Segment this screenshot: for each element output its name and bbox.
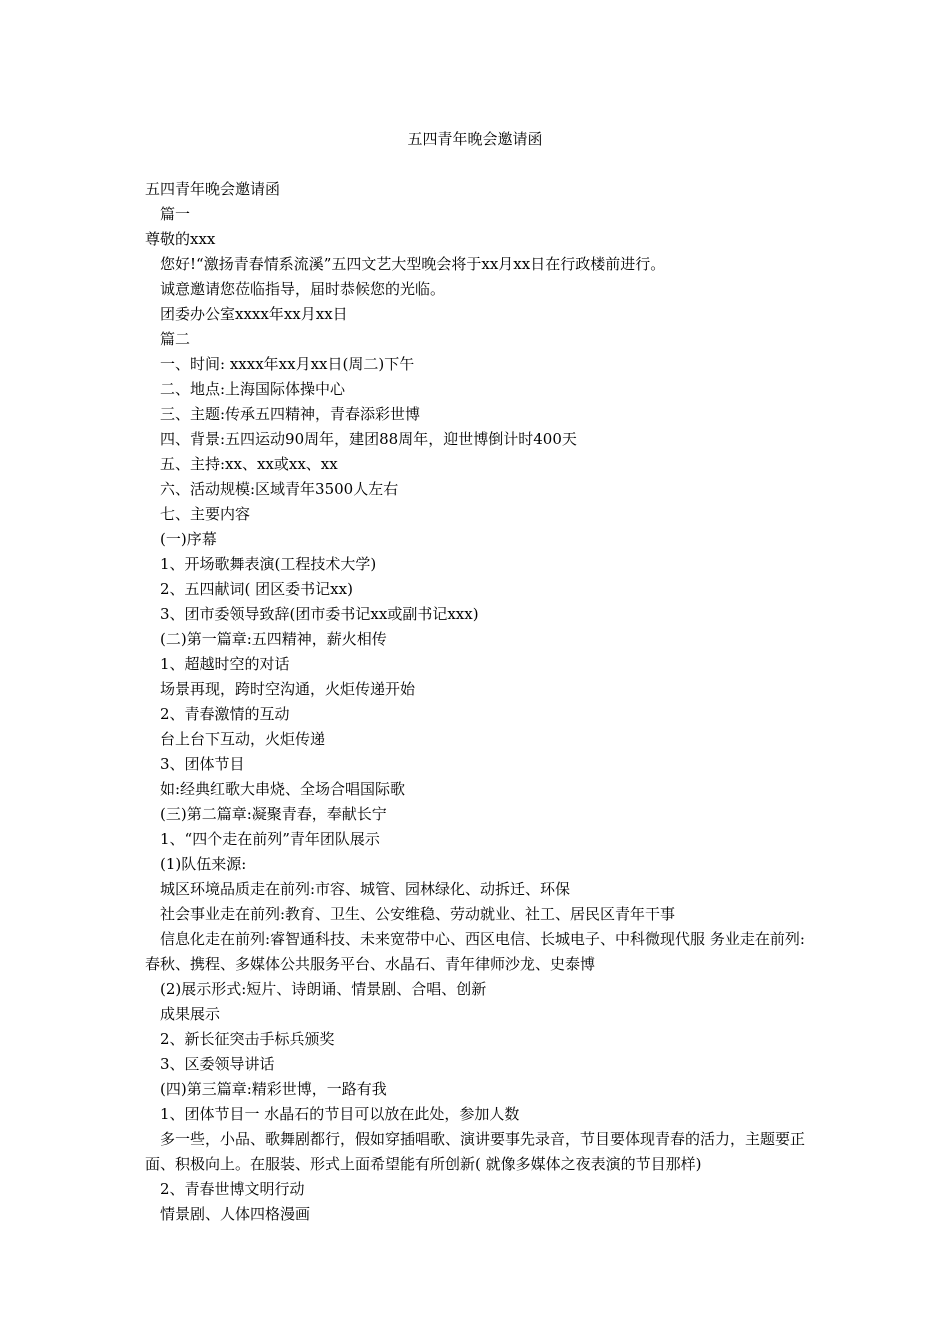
paragraph-line: 1、团体节目一 水晶石的节目可以放在此处，参加人数 (160, 1105, 520, 1123)
paragraph-line: 二、地点:上海国际体操中心 (160, 380, 346, 398)
paragraph-line: 一、时间: xxxx年xx月xx日(周二)下午 (160, 355, 415, 373)
paragraph-line: (四)第三篇章:精彩世博，一路有我 (160, 1080, 387, 1098)
paragraph-line: (一)序幕 (160, 530, 217, 548)
paragraph-line: 2、五四献词( 团区委书记xx) (160, 580, 353, 598)
document-body (145, 177, 805, 1227)
paragraph-line: 诚意邀请您莅临指导，届时恭候您的光临。 (160, 280, 446, 298)
paragraph-line: 城区环境品质走在前列:市容、城管、园林绿化、动拆迁、环保 (160, 880, 571, 898)
section-label: 篇一 (160, 205, 191, 223)
body-heading: 五四青年晚会邀请函 (145, 180, 281, 198)
paragraph-line: 2、青春激情的互动 (160, 705, 290, 723)
paragraph-line: 场景再现，跨时空沟通，火炬传递开始 (160, 680, 416, 698)
paragraph-line: 社会事业走在前列:教育、卫生、公安维稳、劳动就业、社工、居民区青年干事 (160, 905, 676, 923)
paragraph-line: 情景剧、人体四格漫画 (160, 1205, 311, 1223)
paragraph-line: 如:经典红歌大串烧、全场合唱国际歌 (160, 780, 406, 798)
paragraph-line: (1)队伍来源: (160, 855, 247, 873)
salutation: 尊敬的xxx (145, 230, 216, 248)
paragraph-wrapped: 信息化走在前列:睿智通科技、未来宽带中心、西区电信、长城电子、中科微现代服 务业走在前列:春秋、携程、多媒体公共服务平台、水晶石、青年律师沙龙、史泰博 (145, 930, 805, 973)
paragraph-line: 五、主持:xx、xx或xx、xx (160, 455, 338, 473)
paragraph-line: 1、超越时空的对话 (160, 655, 290, 673)
paragraph-line: 四、背景:五四运动90周年，建团88周年，迎世博倒计时400天 (160, 430, 577, 448)
paragraph-line: 3、团体节目 (160, 755, 245, 773)
paragraph-line: 您好!“激扬青春情系流溪”五四文艺大型晚会将于xx月xx日在行政楼前进行。 (160, 255, 666, 273)
paragraph-line: 成果展示 (160, 1005, 221, 1023)
paragraph-line: (二)第一篇章:五四精神，薪火相传 (160, 630, 387, 648)
paragraph-line: 三、主题:传承五四精神，青春添彩世博 (160, 405, 421, 423)
paragraph-wrapped: 多一些，小品、歌舞剧都行，假如穿插唱歌、演讲要事先录音，节目要体现青春的活力，主题要正面、积极向上。在服装、形式上面希望能有所创新( 就像多媒体之夜表演的节目那样) (145, 1130, 806, 1173)
section-label: 篇二 (160, 330, 191, 348)
document-title: 五四青年晚会邀请函 (407, 130, 543, 148)
paragraph-line: (三)第二篇章:凝聚青春，奉献长宁 (160, 805, 387, 823)
paragraph-line: 2、青春世博文明行动 (160, 1180, 305, 1198)
signature-line: 团委办公室xxxx年xx月xx日 (160, 305, 348, 323)
paragraph-line: 六、活动规模:区域青年3500人左右 (160, 480, 399, 498)
paragraph-line: 台上台下互动，火炬传递 (160, 730, 326, 748)
paragraph-line: 2、新长征突击手标兵颁奖 (160, 1030, 335, 1048)
paragraph-line: 3、区委领导讲话 (160, 1055, 275, 1073)
paragraph-line: 3、团市委领导致辞(团市委书记xx或副书记xxx) (160, 605, 479, 623)
paragraph-line: 1、开场歌舞表演(工程技术大学) (160, 555, 377, 573)
paragraph-line: (2)展示形式:短片、诗朗诵、情景剧、合唱、创新 (160, 980, 487, 998)
paragraph-line: 1、“四个走在前列”青年团队展示 (160, 830, 380, 848)
paragraph-line: 七、主要内容 (160, 505, 251, 523)
